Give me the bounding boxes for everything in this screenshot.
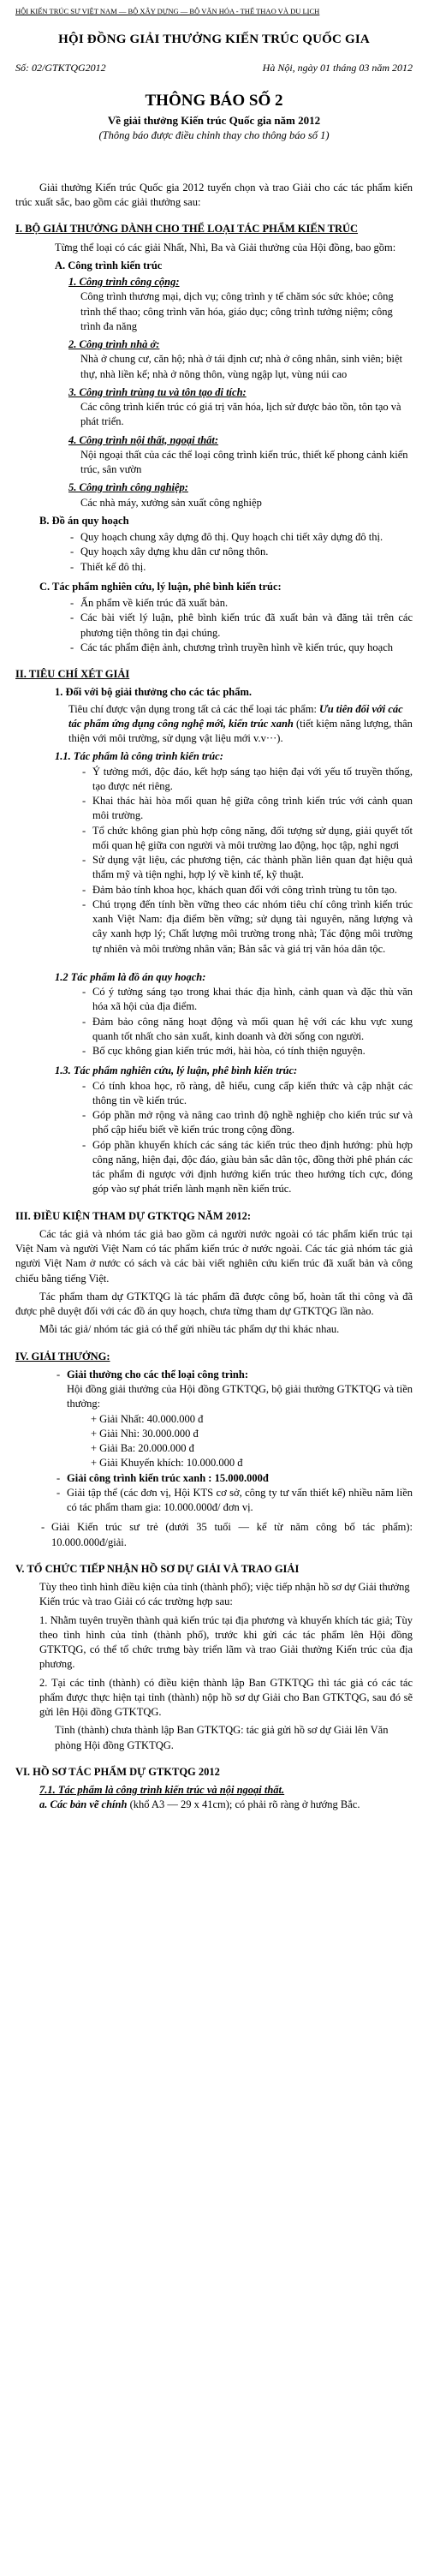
doc-meta xyxy=(15,61,413,75)
prize-green-text: Giải công trình kiến trúc xanh : 15.000.000đ xyxy=(67,1471,269,1484)
a-item-title: 3. Công trình trùng tu và tôn tạo di tích: xyxy=(68,385,247,398)
list-item: - Quy hoạch chung xây dựng đô thị. Quy hoạch chi tiết xây dựng đô thị. xyxy=(68,530,413,545)
intro-paragraph: Giải thưởng Kiến trúc Quốc gia 2012 tuyển chọn và trao Giải cho các tác phẩm kiến trúc xuất sắc, bao gồm các giải thưởng sau: xyxy=(15,181,413,209)
section-4-title: IV. GIẢI THƯỞNG: xyxy=(15,1350,110,1363)
criteria-1-rest: (tiết kiệm năng lượng, thân thiện với môi trường, sử dụng vật liệu mới v.v···). xyxy=(68,717,413,745)
notice-note: (Thông báo được điều chỉnh thay cho thông báo số 1) xyxy=(98,128,330,141)
dossier-7-1 xyxy=(39,1783,413,1813)
section-3-title: III. ĐIỀU KIỆN THAM DỰ GTKTQG NĂM 2012: xyxy=(15,1209,252,1222)
section-5-lead: Tùy theo tình hình điều kiện của tỉnh (thành phố); việc tiếp nhận hồ sơ dự Giải thưởng Kiến trúc và trao Giải có các trường hợp sau: xyxy=(39,1581,410,1608)
section-1-lead: Từng thể loại có các giải Nhất, Nhì, Ba và Giải thưởng của Hội đồng, bao gồm: xyxy=(55,241,396,253)
list-item: - Các tác phẩm điện ảnh, chương trình truyền hình về kiến trúc, quy hoạch xyxy=(68,641,413,655)
a-item-title: 1. Công trình công cộng: xyxy=(68,276,180,289)
prize-third: + Giải Ba: 20.000.000 đ xyxy=(91,1442,194,1455)
header-bar xyxy=(15,7,413,15)
criteria-1-1-title: 1.1. Tác phẩm là công trình kiến trúc: xyxy=(55,750,223,763)
prize-list xyxy=(55,1368,413,1516)
prize-category-lead: Hội đồng giải thưởng của Hội đồng GTKTQG, bộ giải thưởng GTKTQG và tiền thưởng: xyxy=(67,1383,413,1410)
group-b-title: B. Đồ án quy hoạch xyxy=(39,514,129,527)
list-item: - Sử dụng vật liệu, các phương tiện, các thành phần liên quan đạt hiệu quả thẩm mỹ và tiện nghi, hợp lý về kinh tế, kỹ thuật. xyxy=(80,853,413,883)
a-item-desc: Các nhà máy, xưởng sản xuất công nghiệp xyxy=(80,496,262,509)
a-item-title: 4. Công trình nội thất, ngoại thất: xyxy=(68,433,219,446)
section-5-item-2: 2. Tại các tỉnh (thành) có điều kiện thành lập Ban GTKTQG thì tác giả có các tác phẩm được thực hiện tại tỉnh (thành) nộp hồ sơ dự Giải cho Ban GTKTQG, sau đó sẽ gửi lên Hội đồng GTKTQG. xyxy=(39,1676,413,1719)
list-item: - Các bài viết lý luận, phê bình kiến trúc đã xuất bản và đăng tải trên các phương tiện thông tin đại chúng. xyxy=(68,611,413,641)
prize-team: - Giải tập thể (các đơn vị, Hội KTS cơ sở, công ty tư vấn thiết kế) nhiều năm liền có tác phẩm tham gia: 10.000.000đ/ đơn vị. xyxy=(55,1486,413,1516)
dossier-7-1-title: 7.1. Tác phẩm là công trình kiến trúc và nội ngoại thất. xyxy=(39,1784,285,1797)
list-item: - Có tính khoa học, rõ ràng, dễ hiểu, cung cấp kiến thức và cập nhật các thông tin về kiến trúc. xyxy=(80,1079,413,1109)
list-item: - Tổ chức không gian phù hợp công năng, đối tượng sử dụng, giải quyết tốt mối quan hệ giữa con người và môi trường lao động, học tập, nghỉ ngơi xyxy=(80,824,413,854)
criteria-1-lead: Tiêu chí được vận dụng trong tất cả các thể loại tác phẩm: xyxy=(68,702,317,715)
criteria-1-2-list xyxy=(80,985,413,1058)
section-1-title: I. BỘ GIẢI THƯỞNG DÀNH CHO THỂ LOẠI TÁC PHẨM KIẾN TRÚC xyxy=(15,223,359,236)
list-item: - Có ý tưởng sáng tạo trong khai thác địa hình, cảnh quan và đặc thù văn hóa xã hội của địa điểm. xyxy=(80,985,413,1015)
group-c-list xyxy=(68,596,413,655)
group-a-list xyxy=(68,275,413,510)
section-2-title: II. TIÊU CHÍ XÉT GIẢI xyxy=(15,668,130,681)
notice-title: THÔNG BÁO SỐ 2 xyxy=(145,92,283,110)
header-organizations: HỘI KIẾN TRÚC SƯ VIỆT NAM — BỘ XÂY DỰNG — BỘ VĂN HÓA - THỂ THAO VÀ DU LỊCH xyxy=(15,7,320,15)
a-item-desc: Nội ngoại thất của các thể loại công trình kiến trúc, thiết kế phong cảnh kiến trúc, sân vườn xyxy=(80,448,408,476)
prize-category xyxy=(55,1368,413,1471)
doc-date: Hà Nội, ngày 01 tháng 03 năm 2012 xyxy=(262,61,413,74)
section-6-title: VI. HỒ SƠ TÁC PHẨM DỰ GTKTQG 2012 xyxy=(15,1765,220,1778)
criteria-1-1-list xyxy=(80,765,413,957)
doc-number: Số: 02/GTKTQG2012 xyxy=(15,61,106,74)
dossier-7-1a-label: a. Các bản vẽ chính xyxy=(39,1798,128,1811)
section-5-item-2b: Tỉnh (thành) chưa thành lập Ban GTKTQG: tác giả gửi hồ sơ dự Giải lên Văn phòng Hội đồng GTKTQG. xyxy=(55,1724,389,1751)
notice-subtitle: Về giải thưởng Kiến trúc Quốc gia năm 2012 xyxy=(107,113,321,127)
list-item: - Ý tưởng mới, độc đáo, kết hợp sáng tạo hiện đại với yếu tố truyền thống, tạo được nét riêng. xyxy=(80,765,413,795)
council-name: HỘI ĐỒNG GIẢI THƯỞNG KIẾN TRÚC QUỐC GIA xyxy=(58,33,370,47)
section-3-para-1: Các tác giả và nhóm tác giả bao gồm cả người nước ngoài có tác phẩm kiến trúc tại Việt Nam và người Việt Nam có tác phẩm kiến trúc ở nước ngoài. Các tác giả nhóm tác giả người Việt Nam ở nước có sách và các bài viết nghiên cứu kiến trúc đã xuất bản và công chiếu bằng tiếng Việt. xyxy=(15,1227,413,1285)
dossier-7-1a xyxy=(39,1798,413,1812)
list-item: - Bố cục không gian kiến trúc mới, hài hòa, có tính thiện nguyện. xyxy=(80,1044,413,1058)
a-item-desc: Công trình thương mại, dịch vụ; công trình y tế chăm sóc sức khỏe; công trình thể thao; công trình văn hóa, giáo dục; công trình tưởng niệm; công trình đa năng xyxy=(80,290,394,332)
prize-second: + Giải Nhì: 30.000.000 đ xyxy=(91,1427,199,1440)
prize-category-title: Giải thưởng cho các thể loại công trình: xyxy=(67,1368,248,1380)
a-item-title: 2. Công trình nhà ở: xyxy=(68,338,160,351)
list-item: - Góp phần mở rộng và nâng cao trình độ nghề nghiệp cho kiến trúc sư và phổ cập hiểu biết về kiến trúc trong cộng đồng. xyxy=(80,1108,413,1138)
dossier-7-1a-text: (khổ A3 — 29 x 41cm); có phải rõ ràng ở hướng Bắc. xyxy=(129,1798,360,1811)
criteria-1-3-title: 1.3. Tác phẩm nghiên cứu, lý luận, phê bình kiến trúc: xyxy=(55,1064,298,1077)
section-5-title: V. TỔ CHỨC TIẾP NHẬN HỒ SƠ DỰ GIẢI VÀ TRAO GIẢI xyxy=(15,1562,300,1575)
list-item: - Góp phần khuyến khích các sáng tác kiến trúc theo định hướng: phù hợp công năng, hiện đại, độc đáo, giàu bản sắc dân tộc, đồng thời phê phán các tác phẩm đi ngược với định hướng kiến trúc theo hướng tích cực, đóng góp vào sự phát triển lành mạnh nền kiến trúc. xyxy=(80,1138,413,1197)
prize-encouragement: + Giải Khuyến khích: 10.000.000 đ xyxy=(91,1457,243,1470)
group-b-list xyxy=(68,530,413,575)
criteria-1-3-list xyxy=(80,1079,413,1197)
prize-amounts xyxy=(91,1412,413,1471)
list-item: - Ấn phẩm về kiến trúc đã xuất bản. xyxy=(68,596,413,611)
a-item-title: 5. Công trình công nghiệp: xyxy=(68,481,188,494)
list-item: - Đảm bảo công năng hoạt động và mối quan hệ với các khu vực xung quanh tốt nhất cho sản xuất, kinh doanh và đời sống con người. xyxy=(80,1015,413,1045)
group-a-title: A. Công trình kiến trúc xyxy=(55,259,163,271)
list-item: - Chú trọng đến tính bền vững theo các nhóm tiêu chí công trình kiến trúc xanh Việt Nam: địa điểm bền vững; sử dụng tài nguyên, năng lượng và cây xanh hợp lý; Chất lượng môi trường trong nhà; Tác động môi trường tự nhiên và môi trường nhân văn; Bản sắc và giá trị văn hóa dân tộc. xyxy=(80,897,413,957)
criteria-1-2-title: 1.2 Tác phẩm là đồ án quy hoạch: xyxy=(55,970,206,983)
list-item: - Đảm bảo tính khoa học, khách quan đối với công trình trùng tu tôn tạo. xyxy=(80,883,413,897)
a-item-desc: Các công trình kiến trúc có giá trị văn hóa, lịch sử được bảo tồn, tôn tạo và phát triển. xyxy=(80,401,401,428)
prize-first: + Giải Nhất: 40.000.000 đ xyxy=(91,1412,204,1425)
section-5-item-1: 1. Nhằm tuyên truyền thành quả kiến trúc tại địa phương và khuyến khích tác giả; Tùy theo tình hình của tỉnh (thành phố), trước khi gửi các tác phẩm lên Hội đồng GTKTQG, có thể tổ chức trưng bày triển lãm và trao Giải thưởng Kiến trúc của địa phương. xyxy=(39,1613,413,1671)
prize-green xyxy=(55,1471,413,1486)
list-item: - Khai thác hài hòa mối quan hệ giữa công trình kiến trúc với cảnh quan môi trường. xyxy=(80,794,413,824)
criteria-1-title: 1. Đối với bộ giải thưởng cho các tác phẩm. xyxy=(55,686,253,699)
list-item: - Quy hoạch xây dựng khu dân cư nông thôn. xyxy=(68,545,413,559)
criteria-1-priority: Ưu tiên đối với các tác phẩm ứng dụng công nghệ mới, kiến trúc xanh xyxy=(68,702,403,730)
criteria-1-text xyxy=(68,702,413,747)
prize-young: - Giải Kiến trúc sư trẻ (dưới 35 tuổi — kể từ năm công bố tác phẩm): 10.000.000đ/giải. xyxy=(39,1520,413,1550)
section-3-para-3: Mỗi tác giả/ nhóm tác giả có thể gửi nhiều tác phẩm dự thi khác nhau. xyxy=(39,1323,340,1336)
list-item: - Thiết kế đô thị. xyxy=(68,560,413,575)
prize-young-list xyxy=(39,1520,413,1550)
a-item-desc: Nhà ở chung cư, căn hộ; nhà ở tái định cư; nhà ở công nhân, sinh viên; biệt thự, nhà liền kế; nhà ở nông thôn, vùng ngập lụt, vùng núi cao xyxy=(80,353,403,380)
section-3-para-2: Tác phẩm tham dự GTKTQG là tác phẩm đã được công bố, hoàn tất thi công và đã được phê duyệt đối với các đồ án quy hoạch, chưa từng tham dự GTKTQG lần nào. xyxy=(15,1290,413,1318)
group-c-title: C. Tác phẩm nghiên cứu, lý luận, phê bình kiến trúc: xyxy=(39,580,282,593)
